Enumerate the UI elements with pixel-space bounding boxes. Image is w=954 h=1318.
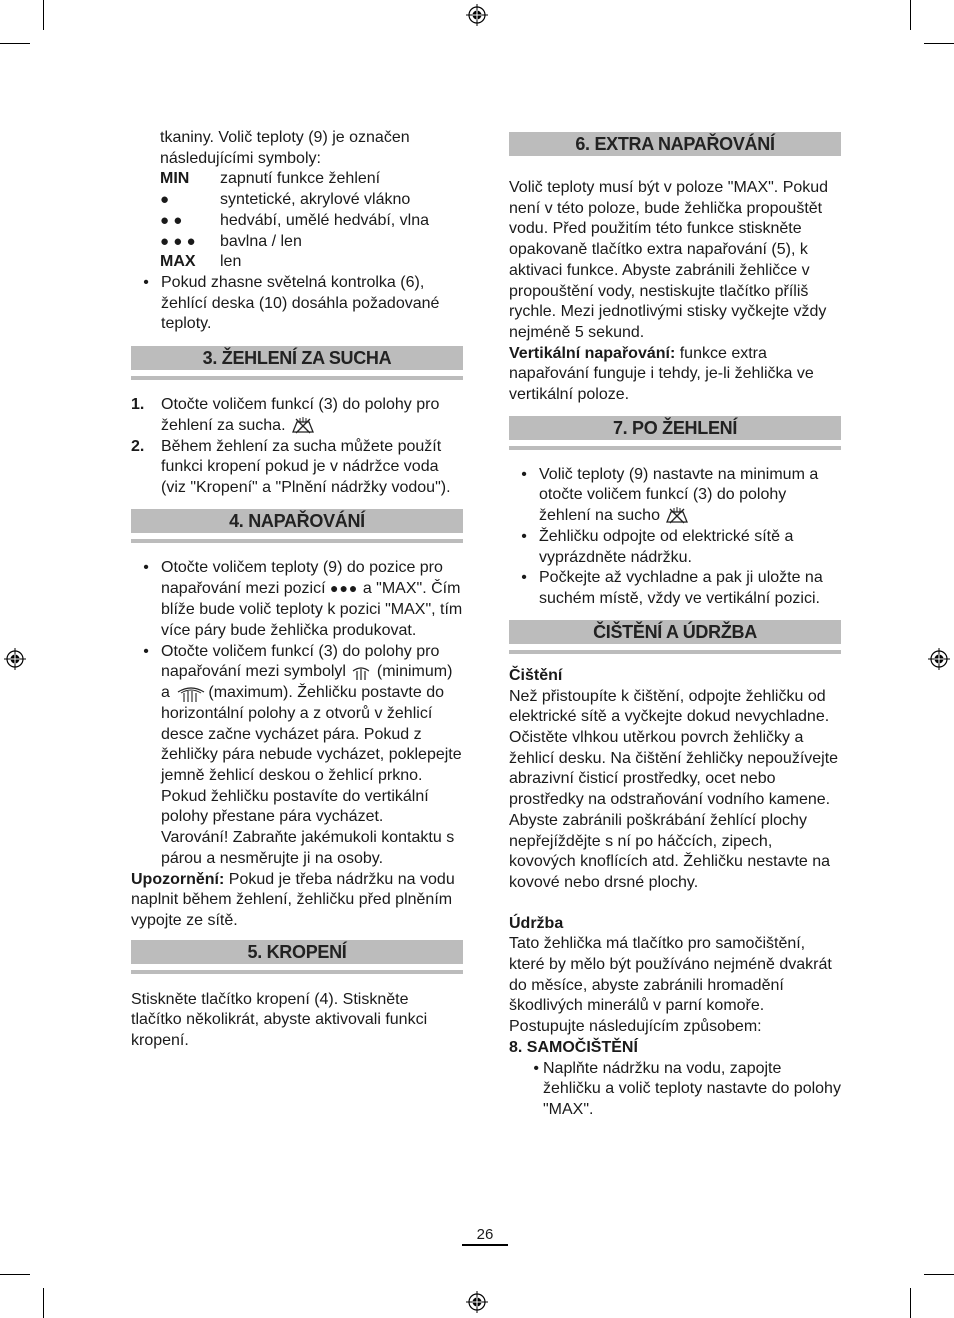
symbol-row: [160, 169, 463, 190]
symbol-text: bavlna / len: [220, 232, 302, 250]
dry-iron-icon: [664, 506, 690, 526]
crop-mark: [43, 1288, 44, 1318]
symbol-row: [160, 190, 463, 211]
list-item: 2. Během žehlení za sucha můžete použít funkci kropení pokud je v nádržce voda (viz "Kropení" a "Plnění nádržky vodou").: [131, 437, 463, 499]
maintenance-label: Údržba: [509, 914, 564, 932]
left-column: [131, 128, 463, 1052]
temperature-dots: ●●●: [329, 580, 359, 597]
section-heading-spraying: 5. KROPENÍ: [131, 940, 463, 964]
list-item: • Pokud zhasne světelná kontrolka (6), žehlící deska (10) dosáhla požadované teploty.: [131, 273, 463, 335]
list-item: • Volič teploty (9) nastavte na minimum a otočte voličem funkcí (3) do polohy žehlení na sucho: [521, 465, 819, 525]
intro-text: tkaniny. Volič teploty (9) je označen následujícími symboly:: [160, 129, 410, 167]
self-clean-title: 8. SAMOČIŠTĚNÍ: [509, 1038, 638, 1056]
list-item: • Naplňte nádržku na vodu, zapojte žehličku a volič teploty nastavte do polohy "MAX".: [533, 1059, 841, 1118]
section-heading-extra-steam: 6. EXTRA NAPAŘOVÁNÍ: [509, 132, 841, 156]
section-heading-steam-ironing: 4. NAPAŘOVÁNÍ: [131, 509, 463, 533]
page-number: 26: [476, 1226, 494, 1243]
section-heading-cleaning: ČIŠTĚNÍ A ÚDRŽBA: [509, 620, 841, 644]
list-item: • Otočte voličem funkcí (3) do polohy pro napařování mezi symbolyl (minimum) a (maximum). Žehličku postavte do horizontální polohy a z otvorů v žehlicí desce začne vycházet pára. Pokud z žehličky pára nebude vycházet, poklepejte jemně žehlicí deskou o žehlicí prkno. Pokud žehličku postavíte do vertikální polohy přestane pára vycházet. Varování! Zabraňte jakémukoli kontaktu s párou a nesměrujte ji na osoby.: [143, 642, 462, 867]
section-heading-dry-ironing: 3. ŽEHLENÍ ZA SUCHA: [131, 346, 463, 370]
symbol-key: ● ●: [160, 211, 183, 229]
crop-mark: [0, 1274, 30, 1275]
symbol-row: [160, 252, 463, 273]
list-item: • Otočte voličem teploty (9) do pozice pro napařování mezi pozicí ●●● a "MAX". Čím blíže bude volič teploty k pozici "MAX", tím více páry bude žehlička produkovat.: [143, 558, 463, 639]
symbol-text: len: [220, 253, 242, 271]
section-heading-after-ironing: 7. PO ŽEHLENÍ: [509, 416, 841, 440]
symbol-text: syntetické, akrylové vlákno: [220, 191, 411, 209]
cleaning-text: Než přistoupíte k čištění, odpojte žehličku od elektrické sítě a vyčkejte dokud nevychladne. Očistěte vlhkou utěrkou povrch žehličky a žehlicí desku. Na čištění žehličky nepoužívejte abrazivní čisticí prostředky, ocet nebo prostředky na odstraňování vodního kamene. Abyste zabránili poškrábání žehlící plochy nepřejíždějte s ní po háčcích, zipech, kovových knoflících atd. Žehličku nestavte na kovové nebo drsné plochy.: [509, 687, 839, 891]
crop-mark: [0, 43, 30, 44]
vertical-steam-paragraph: Vertikální napařování: funkce extra napařování funguje i tehdy, je-li žehlička ve vertikální poloze.: [509, 344, 814, 404]
registration-mark-icon: [4, 648, 26, 670]
step-text: Otočte voličem funkcí (3) do polohy pro žehlení za sucha.: [161, 396, 440, 434]
list-item: • Počkejte až vychladne a pak ji uložte na suchém místě, vždy ve vertikální pozici.: [521, 569, 823, 608]
lamp-bullet-text: Pokud zhasne světelná kontrolka (6), žehlící deska (10) dosáhla požadované teploty.: [161, 273, 440, 333]
symbol-row: [160, 232, 463, 253]
symbol-list: [131, 169, 463, 273]
crop-mark: [910, 1288, 911, 1318]
registration-mark-icon: [466, 4, 488, 26]
note-paragraph: Upozornění: Pokud je třeba nádržku na vodu naplnit během žehlení, žehličku před plněním vypojte ze sítě.: [131, 870, 455, 929]
registration-mark-icon: [466, 1291, 488, 1313]
maintenance-text: Tato žehlička má tlačítko pro samočištění, které by mělo být používáno nejméně dvakrát do měsíce, abyste zabránili hromadění škodlivých minerálů v parní komoře. Postupujte následujícím způsobem:: [509, 935, 832, 1036]
symbol-text: zapnutí funkce žehlení: [220, 170, 381, 188]
dry-iron-icon: [290, 416, 316, 436]
crop-mark: [910, 0, 911, 30]
list-item: 1. Otočte voličem funkcí (3) do polohy pro žehlení za sucha.: [131, 396, 440, 434]
symbol-key: MAX: [160, 253, 196, 271]
cleaning-label: Čištění: [509, 666, 563, 684]
right-column: [509, 128, 841, 1121]
symbol-text: hedvábí, umělé hedvábí, vlna: [220, 211, 430, 229]
warning-text: Varování! Zabraňte jakémukoli kontaktu s párou a nesměrujte ji na osoby.: [161, 829, 455, 867]
extra-steam-text: Volič teploty musí být v poloze "MAX". Pokud není v této poloze, bude žehlička propouštět vodu. Před použitím této funkce stiskněte opakovaně tlačítko extra napařování (5), k aktivaci funkce. Abyste zabránili žehličce v propouštění vody, nestiskujte tlačítko příliš rychle. Mezi jednotlivými stisky vyčkejte vždy nejméně 5 sekund.: [509, 179, 829, 341]
symbol-key: ●: [160, 191, 170, 209]
symbol-row: [160, 211, 463, 232]
steam-min-icon: [350, 663, 372, 681]
crop-mark: [924, 43, 954, 44]
symbol-key: MIN: [160, 170, 190, 188]
page-number-rule: [462, 1244, 508, 1246]
spray-text: Stiskněte tlačítko kropení (4). Stiskněte tlačítko několikrát, abyste aktivovali funkci kropení.: [131, 990, 428, 1050]
step-text: Během žehlení za sucha můžete použít funkci kropení pokud je v nádržce voda (viz "Kropení" a "Plnění nádržky vodou").: [161, 437, 451, 497]
symbol-key: ● ● ●: [160, 232, 196, 250]
registration-mark-icon: [928, 648, 950, 670]
crop-mark: [43, 0, 44, 30]
steam-max-icon: [174, 683, 208, 703]
crop-mark: [924, 1274, 954, 1275]
list-item: • Žehličku odpojte od elektrické sítě a vyprázdněte nádržku.: [521, 528, 794, 566]
